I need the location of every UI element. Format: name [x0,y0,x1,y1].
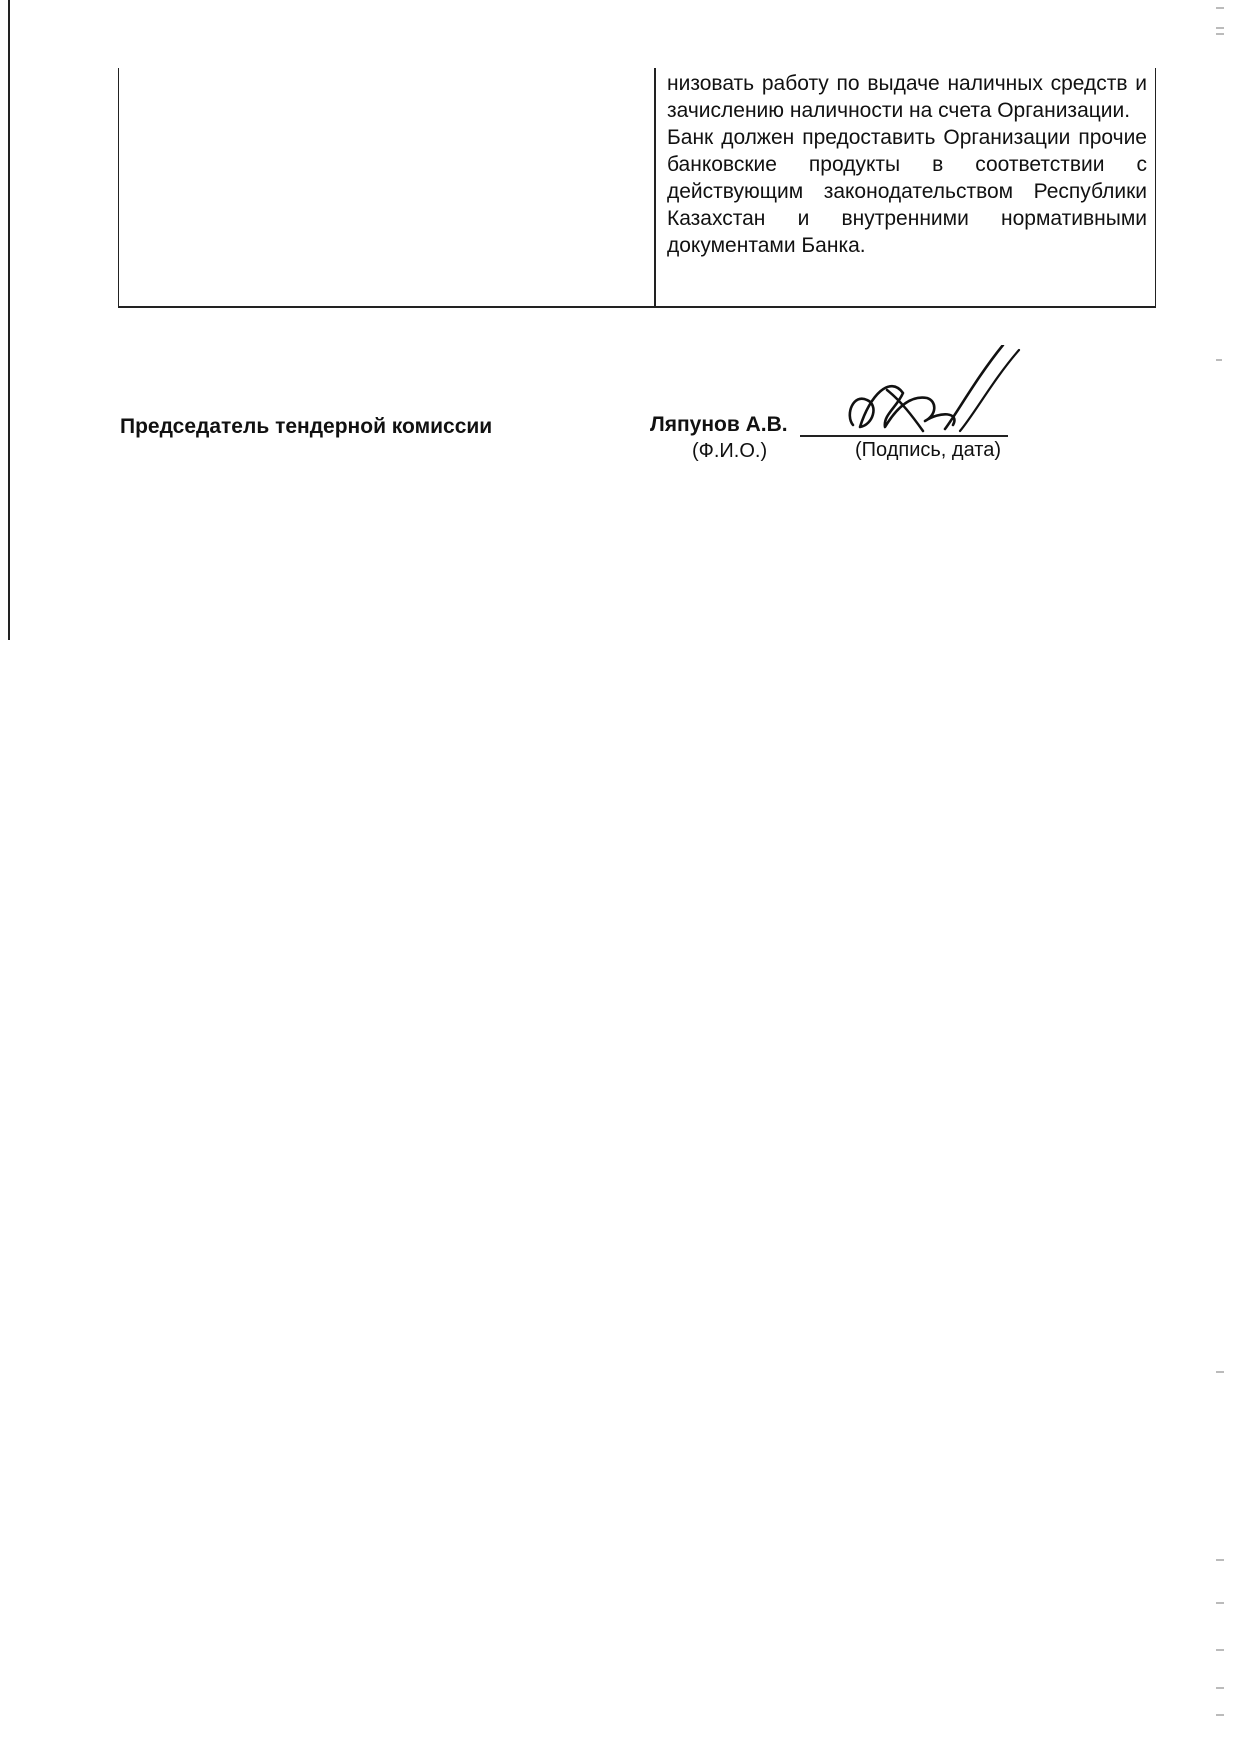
scan-margin-marks-icon [1204,0,1228,1754]
handwritten-signature-icon [845,345,1025,445]
signature-block [0,0,1240,520]
sign-date-caption: (Подпись, дата) [855,439,1001,461]
table-cell-paragraph-1: низовать работу по выдаче наличных средств и зачислению наличности на счета Организации. [667,72,1147,122]
fio-caption: (Ф.И.О.) [692,440,768,462]
signer-name: Ляпунов А.В. [650,413,788,436]
chairman-label: Председатель тендерной комиссии [120,415,493,438]
table-cell-paragraph-2: Банк должен предоставить Организации прочие банковские продукты в соответствии с действующим законодательством Республики Казахстан и внутренними нормативными документами Банка. [667,126,1147,257]
